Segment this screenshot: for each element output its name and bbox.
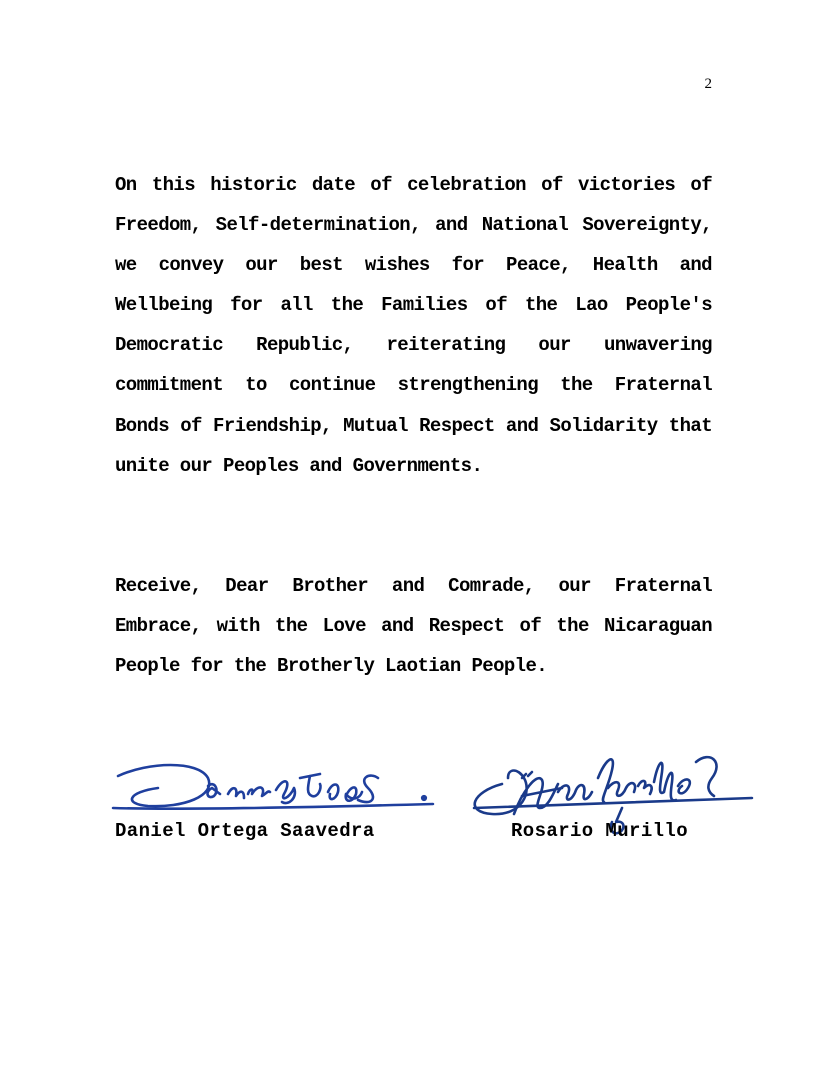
paragraph-greetings: On this historic date of celebration of victories of Freedom, Self-determination, and National Sovereignty, we convey our best wishes for Peace, Health and Wellbeing for all the Families of the Lao People's Democratic Republic, reiterating our unwavering commitment to continue strengthening the Fraternal Bonds of Friendship, Mutual Respect and Solidarity that unite our Peoples and Governments. <box>115 174 712 477</box>
paragraph-embrace: Receive, Dear Brother and Comrade, our Fraternal Embrace, with the Love and Respect of the Nicaraguan People for the Brotherly Laotian People. <box>115 575 712 678</box>
page-number: 2 <box>704 76 712 92</box>
signatory-name-right: Rosario Murillo <box>511 820 689 842</box>
signatory-name-left: Daniel Ortega Saavedra <box>115 820 375 842</box>
signature-daniel-ortega <box>88 748 448 828</box>
